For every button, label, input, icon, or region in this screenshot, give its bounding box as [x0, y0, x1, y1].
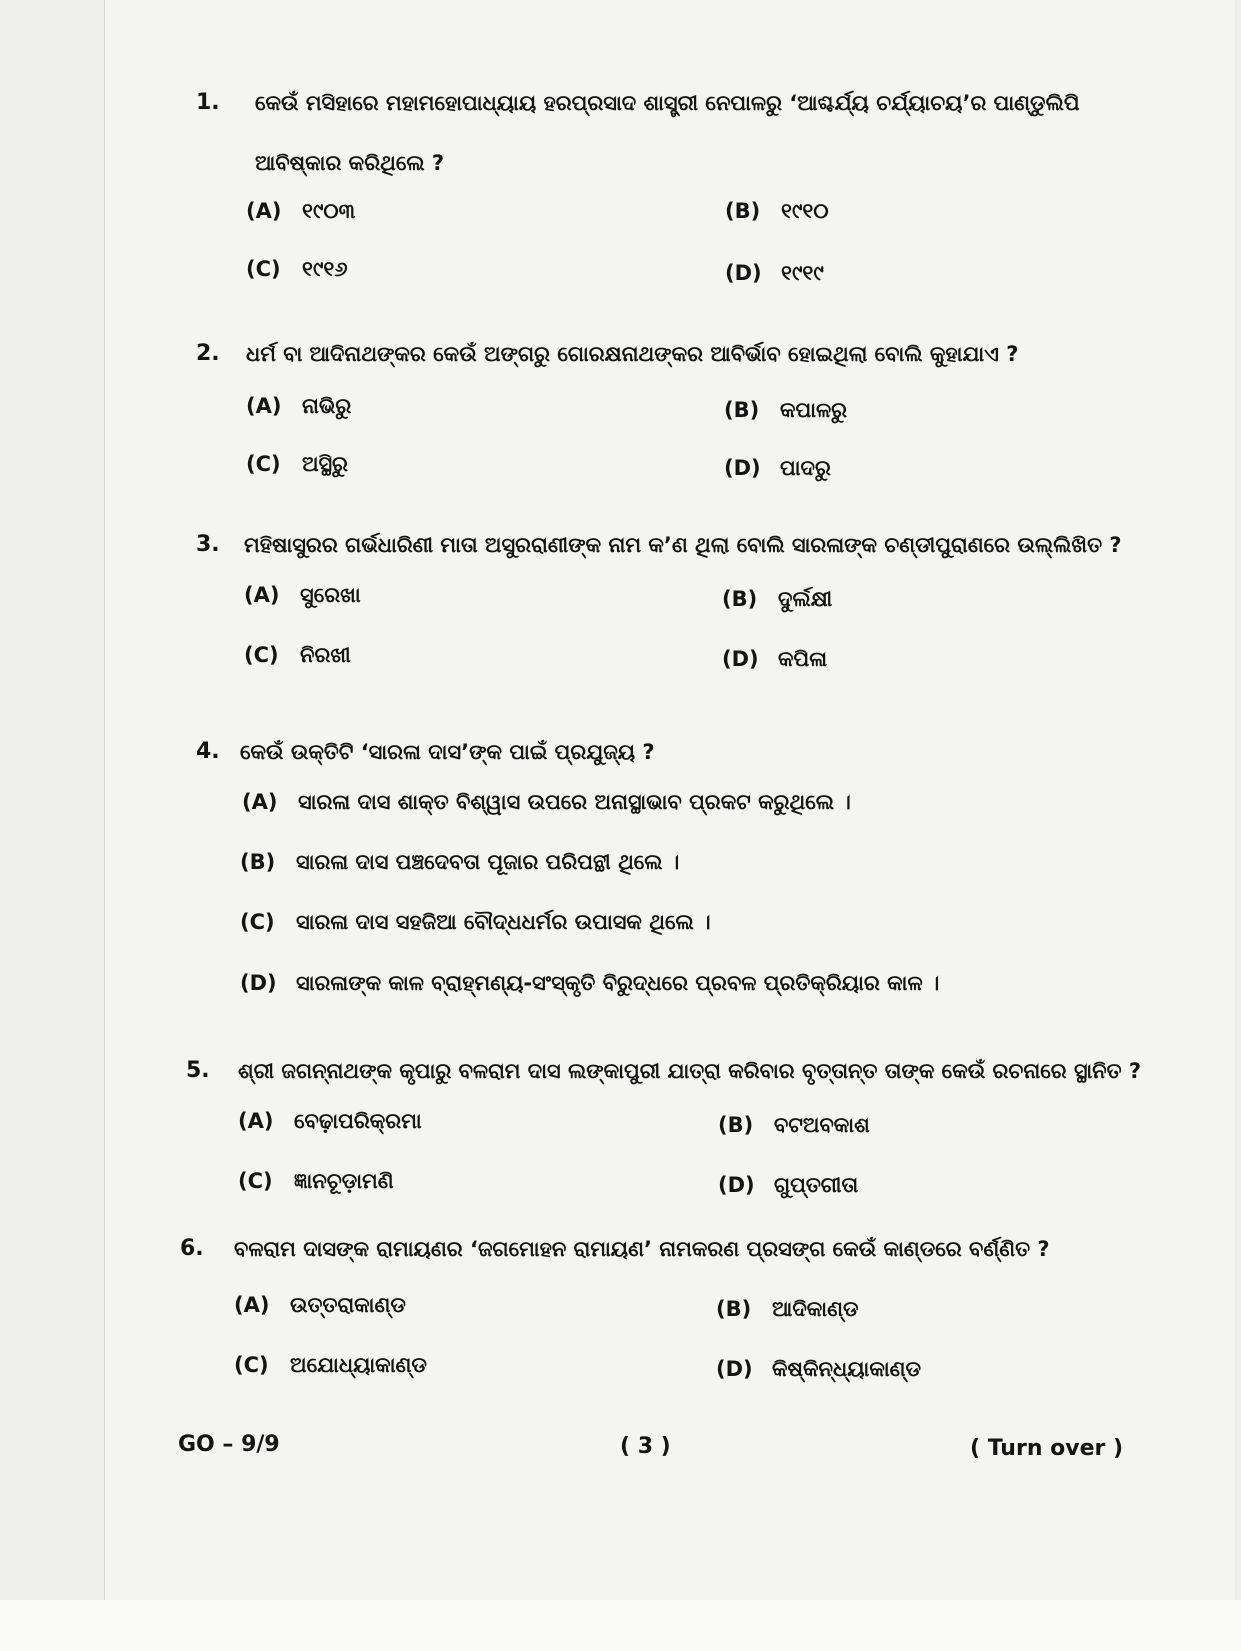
option-label: (A): [238, 1109, 274, 1133]
option-label: (D): [240, 971, 277, 995]
question-number: 2.: [196, 341, 220, 366]
option-a: [234, 1290, 406, 1320]
option-a: [246, 196, 355, 226]
option-d: [724, 453, 831, 483]
option-b: [716, 1294, 859, 1324]
option-label: (A): [234, 1293, 270, 1317]
question-number: 6.: [180, 1236, 204, 1261]
option-label: (B): [716, 1297, 752, 1321]
option-c: [238, 1166, 394, 1196]
question-text: ଧର୍ମ ବା ଆଦିନାଥଙ୍କର କେଉଁ ଅଙ୍ଗରୁ ଗୋରକ୍ଷନାଥଙ୍କର ଆବିର୍ଭାବ ହୋଇଥିଲା ବୋଲି କୁହାଯାଏ ?: [246, 342, 1019, 366]
option-c: [234, 1350, 427, 1380]
option-c: [240, 907, 711, 937]
option-text: ନିରଖୀ: [300, 643, 351, 667]
question-text: କେଉଁ ମସିହାରେ ମହାମହୋପାଧ୍ୟାୟ ହରପ୍ରସାଦ ଶାସ୍ତ୍ରୀ ନେପାଳରୁ ‘ଆଶ୍ଚର୍ଯ୍ୟ ଚର୍ଯ୍ୟାଚୟ’ର ପାଣ୍ଡୁଲିପି ଆବିଷ୍କାର କରିଥିଲେ ?: [255, 91, 1080, 175]
option-text: ଅସ୍ଥିରୁ: [302, 452, 348, 476]
option-label: (D): [716, 1357, 753, 1381]
option-label: (B): [724, 398, 760, 422]
option-text: ସାରଳାଙ୍କ କାଳ ବ୍ରାହ୍ମଣ୍ୟ-ସଂସ୍କୃତି ବିରୁଦ୍ଧରେ ପ୍ରବଳ ପ୍ରତିକ୍ରିୟାର କାଳ ।: [296, 971, 940, 995]
question-text: କେଉଁ ଉକ୍ତିଟି ‘ସାରଳା ଦାସ’ଙ୍କ ପାଇଁ ପ୍ରଯୁଜ୍ୟ ?: [240, 740, 655, 764]
option-text: ୧୯୧୬: [302, 257, 348, 281]
option-label: (D): [724, 456, 761, 480]
option-text: ଅଯୋଧ୍ୟାକାଣ୍ଡ: [290, 1353, 427, 1377]
option-text: ଉତ୍ତରାକାଣ୍ଡ: [290, 1293, 406, 1317]
option-label: (D): [725, 261, 762, 285]
question-text: ଶ୍ରୀ ଜଗନ୍ନାଥଙ୍କ କୃପାରୁ ବଳରାମ ଦାସ ଲଙ୍କାପୁରୀ ଯାତ୍ରା କରିବାର ବୃତ୍ତାନ୍ତ ତାଙ୍କ କେଉଁ ରଚନାରେ ସ୍ଥାନିତ ?: [238, 1059, 1142, 1083]
option-c: [246, 254, 348, 284]
option-d: [240, 968, 939, 998]
option-b: [725, 196, 829, 226]
option-text: କିଷ୍କିନ୍ଧ୍ୟାକାଣ୍ଡ: [772, 1357, 922, 1381]
option-text: ନାଭିରୁ: [302, 394, 352, 418]
option-a: [242, 787, 851, 817]
option-label: (B): [240, 850, 276, 874]
option-a: [246, 391, 351, 421]
option-label: (C): [240, 910, 275, 934]
option-label: (D): [718, 1173, 755, 1197]
option-label: (C): [246, 257, 281, 281]
option-text: ଜ୍ଞାନଚୂଡ଼ାମଣି: [294, 1169, 394, 1193]
option-text: ଆଦିକାଣ୍ଡ: [772, 1297, 859, 1321]
option-text: ସାରଳା ଦାସ ଶାକ୍ତ ବିଶ୍ୱାସ ଉପରେ ଅନାସ୍ଥାଭାବ ପ୍ରକଟ କରୁଥିଲେ ।: [298, 790, 851, 814]
option-text: କପାଳରୁ: [780, 398, 848, 422]
question-number: 1.: [196, 90, 220, 115]
option-b: [724, 395, 847, 425]
option-label: (A): [242, 790, 278, 814]
option-b: [722, 584, 832, 614]
question-number: 4.: [196, 739, 220, 764]
option-d: [716, 1354, 921, 1384]
option-label: (C): [244, 643, 279, 667]
option-label: (A): [244, 583, 280, 607]
question-text: ବଳରାମ ଦାସଙ୍କ ରାମାୟଣର ‘ଜଗମୋହନ ରାମାୟଣ’ ନାମକରଣ ପ୍ରସଙ୍ଗ କେଉଁ କାଣ୍ଡରେ ବର୍ଣ୍ଣିତ ?: [234, 1237, 1050, 1261]
option-text: ସାରଳା ଦାସ ସହଜିଆ ବୌଦ୍ଧଧର୍ମର ଉପାସକ ଥିଲେ ।: [296, 910, 711, 934]
option-text: ସୁରେଖା: [300, 583, 361, 607]
option-text: ଦୁର୍ଲକ୍ଷୀ: [778, 587, 833, 611]
option-label: (C): [246, 452, 281, 476]
option-text: ସାରଳା ଦାସ ପଞ୍ଚଦେବତା ପୂଜାର ପରିପନ୍ଥୀ ଥିଲେ ।: [296, 850, 680, 874]
question-number: 5.: [186, 1058, 210, 1083]
option-label: (B): [725, 199, 761, 223]
option-label: (C): [234, 1353, 269, 1377]
question-text: ମହିଷାସୁରର ଗର୍ଭଧାରିଣୀ ମାତା ଅସୁରରାଣୀଙ୍କ ନାମ କ’ଣ ଥିଲା ବୋଲି ସାରଳାଙ୍କ ଚଣ୍ଡୀପୁରାଣରେ ଉଲ୍ଲିଖିତ ?: [244, 533, 1122, 557]
option-text: ପାଦରୁ: [780, 456, 831, 480]
option-label: (C): [238, 1169, 273, 1193]
option-label: (B): [722, 587, 758, 611]
paper-code: GO – 9/9: [178, 1432, 280, 1457]
option-c: [246, 449, 348, 479]
option-text: ୧୯୧୯: [781, 261, 824, 285]
option-d: [722, 644, 827, 674]
option-label: (A): [246, 199, 282, 223]
option-label: (D): [722, 647, 759, 671]
option-text: ବଟଅବକାଶ: [774, 1113, 870, 1137]
turn-over-note: ( Turn over ): [970, 1436, 1124, 1461]
option-label: (A): [246, 394, 282, 418]
option-b: [718, 1110, 870, 1140]
question-number: 3.: [196, 532, 220, 557]
option-text: ୧୯୦୩: [302, 199, 356, 223]
option-text: ୧୯୧୦: [781, 199, 829, 223]
option-text: ଗୁପ୍ତଗୀତା: [774, 1173, 859, 1197]
option-b: [240, 847, 679, 877]
option-text: ବେଢ଼ାପରିକ୍ରମା: [294, 1109, 422, 1133]
page-bottom-margin: [0, 1600, 1241, 1651]
option-text: କପିଳା: [778, 647, 828, 671]
page-number: ( 3 ): [620, 1434, 671, 1459]
option-a: [238, 1106, 422, 1136]
option-d: [718, 1170, 858, 1200]
option-label: (B): [718, 1113, 754, 1137]
option-d: [725, 258, 824, 288]
option-a: [244, 580, 361, 610]
option-c: [244, 640, 351, 670]
